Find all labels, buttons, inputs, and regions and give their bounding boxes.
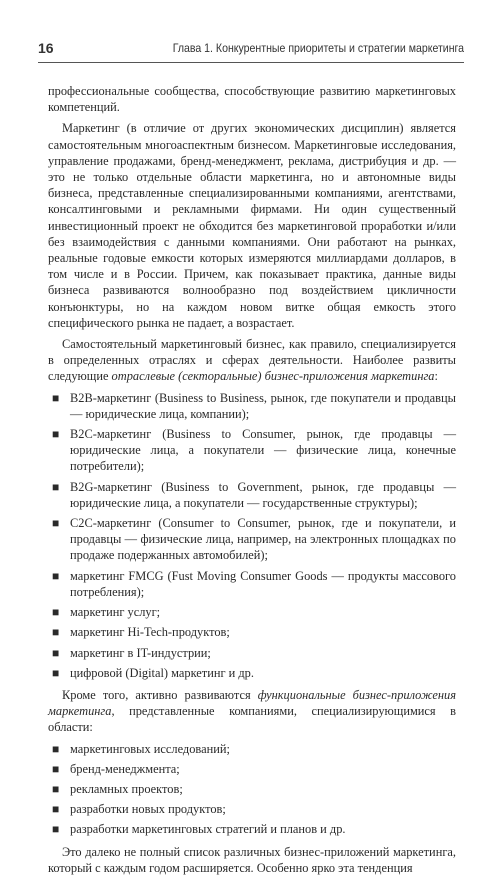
list-item <box>48 479 456 511</box>
list-item-text: маркетинг услуг; <box>70 605 161 620</box>
list-item-text: маркетинг FMCG (Fust Moving Consumer Goods — продукты массового потребления); <box>70 568 456 599</box>
list-item <box>48 515 456 564</box>
list-item-text: бренд-менеджмента; <box>70 761 180 776</box>
list-item-text: B2G-маркетинг (Business to Government, рынок, где продавцы — юридические лица, а покупатели — государственные структуры); <box>70 479 456 510</box>
bullet-icon: ■ <box>52 802 60 817</box>
paragraph-marketing-business: Маркетинг (в отличие от других экономических дисциплин) является самостоятельным многоаспектным бизнесом. Маркетинговые исследования, управление продажами, бренд-менеджмент, реклама, дистрибуция и др. — это не только отдельные области маркетинга, но и автономные виды бизнеса, представленные специализированными компаниями, агентствами, консалтинговыми и рекламными фирмами. Ни один существенный инвестиционный проект не обходится без маркетинговой проработки и/или без взаимодействия с данными компаниями. Они работают на рынках, реальные годовые емкости которых измеряются миллиардами долларов, в том числе и в России. Причем, как показывает практика, данные виды бизнеса развиваются волнообразно под воздействием цикличности конъюнктуры, но на каждом новом витке общая емкость этого специфического рынка не падает, а возрастает. <box>48 121 456 330</box>
bullet-icon: ■ <box>52 761 60 776</box>
paragraph-functional-intro <box>48 687 456 736</box>
list-item <box>48 665 456 681</box>
paragraph-text: , представленные компаниями, специализирующимися в области: <box>48 704 456 735</box>
list-item-text: C2C-маркетинг (Consumer to Consumer, рынок, где и покупатели, и продавцы — физические лица, например, на электронных площадках по продаже подержанных автомобилей); <box>70 516 456 563</box>
bullet-icon: ■ <box>52 781 60 796</box>
paragraph-text: Кроме того, активно развиваются <box>62 687 258 702</box>
list-item <box>48 624 456 640</box>
bullet-icon: ■ <box>52 427 60 442</box>
list-item <box>48 781 456 797</box>
italic-term: отраслевые (секторальные) бизнес-приложения маркетинга <box>111 369 435 384</box>
bullet-icon: ■ <box>52 822 60 837</box>
list-item-text: маркетинговых исследований; <box>70 741 230 756</box>
bullet-icon: ■ <box>52 390 60 405</box>
page-number: 16 <box>38 40 54 56</box>
page-body <box>48 83 456 881</box>
functional-list <box>48 741 456 838</box>
bullet-icon: ■ <box>52 625 60 640</box>
paragraph-sector-intro <box>48 336 456 385</box>
running-header: Глава 1. Конкурентные приоритеты и стратегии маркетинга <box>172 41 464 55</box>
list-item <box>48 761 456 777</box>
italic-term: функциональные бизнес-приложения маркетинга <box>48 687 456 719</box>
list-item-text: B2B-маркетинг (Business to Business, рынок, где покупатели и продавцы — юридические лица, компании); <box>70 390 456 421</box>
list-item-text: маркетинг Hi-Tech-продуктов; <box>70 625 230 640</box>
paragraph-continuation: профессиональные сообщества, способствующие развитию маркетинговых компетенций. <box>48 84 456 115</box>
paragraph-text: Самостоятельный маркетинговый бизнес, как правило, специализируется в определенных отраслях и сферах деятельности. Наиболее развиты следующие <box>48 337 456 384</box>
bullet-icon: ■ <box>52 741 60 756</box>
paragraph-text: : <box>434 369 438 384</box>
bullet-icon: ■ <box>52 645 60 660</box>
bullet-icon: ■ <box>52 568 60 583</box>
list-item <box>48 426 456 475</box>
sector-list <box>48 390 456 681</box>
bullet-icon: ■ <box>52 516 60 531</box>
list-item-text: рекламных проектов; <box>70 781 183 796</box>
list-item-text: разработки новых продуктов; <box>70 802 226 817</box>
list-item-text: разработки маркетинговых стратегий и планов и др. <box>70 822 346 837</box>
list-item-text: маркетинг в IT-индустрии; <box>70 645 211 660</box>
header-divider <box>38 62 464 63</box>
list-item <box>48 645 456 661</box>
bullet-icon: ■ <box>52 665 60 680</box>
list-item-text: B2C-маркетинг (Business to Consumer, рынок, где продавцы — юридические лица, а покупатели — физические лица, конечные потребители); <box>70 427 456 474</box>
list-item <box>48 801 456 817</box>
bullet-icon: ■ <box>52 605 60 620</box>
bullet-icon: ■ <box>52 479 60 494</box>
list-item <box>48 741 456 757</box>
list-item <box>48 604 456 620</box>
list-item <box>48 568 456 600</box>
paragraph-closing: Это далеко не полный список различных бизнес-приложений маркетинга, который с каждым годом расширяется. Особенно ярко эта тенденция <box>48 844 456 875</box>
list-item-text: цифровой (Digital) маркетинг и др. <box>70 665 254 680</box>
list-item <box>48 821 456 837</box>
list-item <box>48 390 456 422</box>
